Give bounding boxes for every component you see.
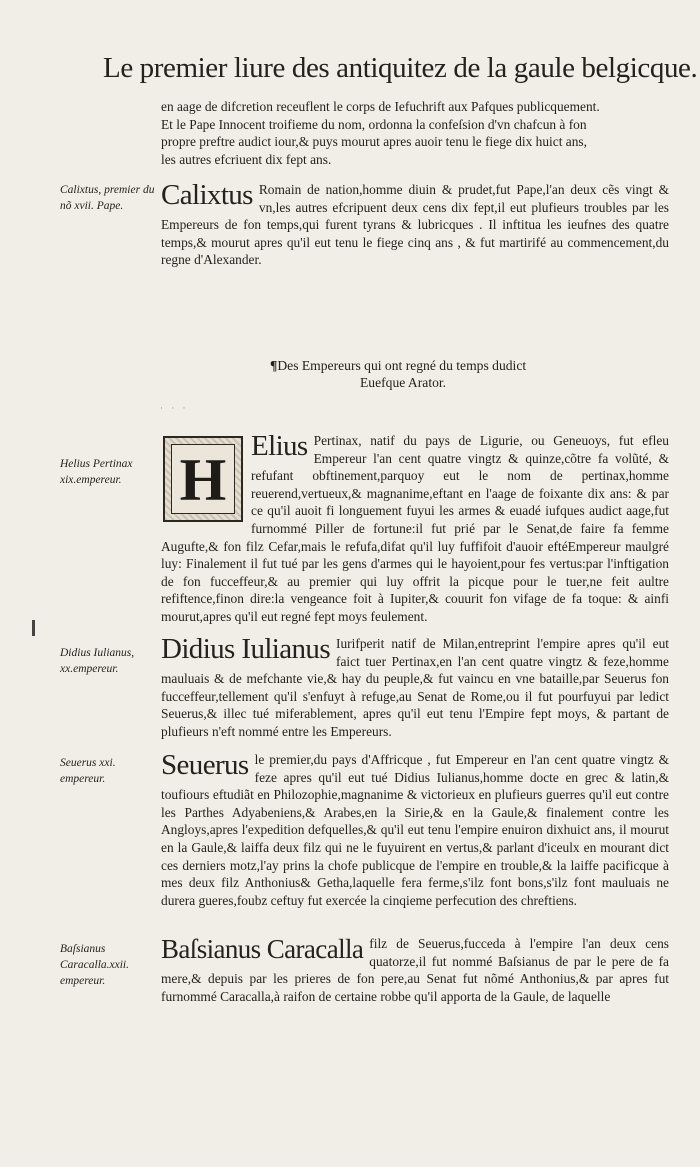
margin-note-calixtus: Calixtus, premier du nõ xvii. Pape. — [60, 184, 155, 212]
intro-line: Et le Pape Innocent troifieme du nom, ordonna la confeſsion d'vn chafcun à fon — [161, 116, 587, 132]
entry-seuerus — [161, 751, 669, 909]
intro-line: propre preftre audict iour,& puys mourut apres auoir tenu le fiege dix huict ans, — [161, 134, 587, 150]
entry-text: Iurifperit natif de Milan,entreprint l'empire apres qu'il eut faict tuer Pertinax,en l'an cent quatre vingtz & feze,homme mauluais & de mefchante vie,& hay du peuple,& fut vaincu en vne bataille,par Seuerus fon fucceffeur,tellement qu'il s'enfuyt à refuge,au Senat de Rome,ou il fut pourfuyui par ledict Seuerus,& illec tué miferablement, apres qu'il eut tenu l'Empire fept moys, & partant de plufieurs n'eft nommé entre les Empereurs. — [161, 636, 669, 739]
entry-text: Romain de nation,homme diuin & prudet,fut Pape,l'an deux cẽs vingt & vn,les autres efcripuent deux cens dix fept,il eut plufieurs troubles par les Empereurs de fon temps,qui furent tyrans & lubricques . Il inftitua les ieufnes des quatre temps,& mourut apres qu'il eut tenu le fiege cinq ans , & fut martirifé au commencement,du regne d'Alexander. — [161, 182, 669, 268]
entry-initial-word: Calixtus — [161, 179, 253, 211]
entry-text: le premier,du pays d'Affricque , fut Empereur en l'an cent quatre vingtz & feze apres qu'il eut tué Didius Iulianus,homme docte en grec & latin,& toufiours eftudiãt en Philozophie,magnanime & victorieux en plufieurs guerres qu'il eut contre les Parthes Adyabeniens,& Arabes,en la Sirie,& en la Gaule,& finalement contre les Angloys,apres l'expedition defquelles,& qu'il eut tenu l'empire enuiron dixhuict ans, il mourut en la Gaule,& laiffa deux filz qui ne le fuyuirent en vertus,& parlant d'iceulx en mourant dict ces derniers motz,l'ay prins la chofe publicque de l'empire en trouble,& la laiffe pacificque à mes deux filz Anthonius& Getha,laquelle fera ferme,s'ilz font bons,s'ilz font mauluais ne durera gueres,foubz ceftuy fut exercée la cinqieme perfecution des chreftiens. — [161, 752, 669, 908]
section-heading-line2: Euefque Arator. — [360, 375, 447, 390]
entry-didius — [161, 635, 669, 741]
entry-helius — [161, 432, 669, 626]
entry-text: Pertinax, natif du pays de Ligurie, ou Geneuoys, fut efleu Empereur l'an cent quatre vingtz & quinze,cõtre fa volũté, & refufant obftinement,parquoy eut le nom de pertinax,homme reuerend,vertueux,& magnanime,eftant en l'aage de foixante dix ans: & par ce qu'il auoit fi longuement fuyui les armes & euadé iufques audict aage,fut furnommé Piller de fortune:il fut prié par le Senat,de faire fa femme Augufte,& fon filz Cefar,mais le refufa,difat qu'il luy fuffifoit d'auoir eftéEmpereur maulgré luy: Finalement il fut tué par les gens d'armes qui le hayoient,pour fes vertus:par l'inftigation de fon fucceffeur,& au premier qui luy offrit la picque pour le tuer,ne feit aultre refiftence,finon dire:la vengeance foit à Iupiter,& couurit fon vifage de fa toque: & ainfi mourut,apres qu'il eut regné fept moys feulement. — [161, 433, 669, 624]
intro-line: en aage de difcretion receuflent le corps de Iefuchrift aux Pafques publicquement. — [161, 99, 600, 114]
margin-mark — [32, 620, 35, 636]
entry-calixtus — [161, 181, 669, 269]
intro-line: les autres efcriuent dix fept ans. — [161, 151, 332, 167]
page-header: Le premier liure des antiquitez de la gaule belgicque. — [103, 52, 698, 84]
ornament-dots: · · · — [160, 403, 189, 413]
pilcrow-icon: ¶ — [270, 358, 278, 373]
decorated-initial-image — [163, 436, 243, 522]
entry-initial-word: Didius Iulianus — [161, 633, 331, 665]
margin-note-bassianus: Baſsianus Caracalla.xxii. empereur. — [60, 943, 129, 987]
entry-initial-word: Elius — [251, 430, 308, 462]
margin-note-helius: Helius Pertinax xix.empereur. — [60, 458, 133, 486]
entry-bassianus — [161, 935, 669, 1005]
entry-initial-word: Baſsianus Caracalla — [161, 934, 364, 964]
section-heading-line1: Des Empereurs qui ont regné du temps dudict — [277, 358, 527, 373]
section-heading — [270, 357, 590, 391]
margin-note-seuerus: Seuerus xxi. empereur. — [60, 757, 116, 785]
margin-note-didius: Didius Iulianus, xx.empereur. — [60, 647, 135, 675]
decorated-initial-letter: H — [171, 444, 235, 514]
intro-paragraph — [161, 98, 669, 168]
entry-text: filz de Seuerus,fucceda à l'empire l'an deux cens quatorze,il fut nommé Baſsianus de par le pere de fa mere,& depuis par les prieres de fon pere,au Senat fut nõmé Anthonius,& par apres fut furnommé Caracalla,à raifon de certaine robbe qu'il apporta de la Gaule, de laquelle — [161, 936, 669, 1004]
entry-initial-word: Seuerus — [161, 749, 249, 781]
